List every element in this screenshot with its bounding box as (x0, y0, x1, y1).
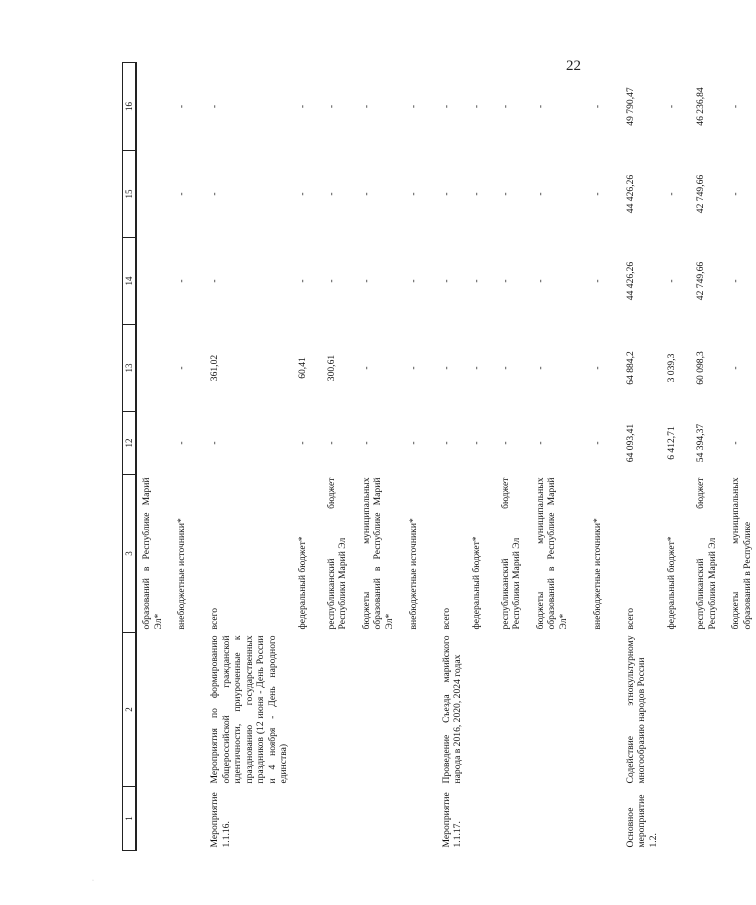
column-header: 2 (123, 633, 137, 787)
spacer-cell (427, 151, 437, 238)
spacer-cell (611, 787, 621, 851)
spacer-cell (427, 238, 437, 325)
value-cell: - (325, 192, 337, 196)
column-header: 1 (123, 787, 137, 851)
value-cell: - (360, 441, 372, 445)
value-cell (136, 412, 172, 475)
value-cell: - (176, 366, 187, 370)
value-cell: - (209, 279, 220, 283)
value-cell: - (591, 279, 603, 283)
table-row (437, 63, 467, 851)
value-cell: - (534, 279, 546, 283)
spacer-cell (195, 633, 205, 787)
measure-name-cell (467, 633, 496, 787)
measure-id-cell (136, 787, 172, 851)
page-number: 22 (566, 58, 581, 74)
table-header-row (123, 63, 137, 851)
funding-source-cell: бюджеты муниципальных образований в Республике (730, 477, 753, 630)
spacer-cell (195, 63, 205, 151)
measure-id-cell (496, 787, 531, 851)
value-cell: 49 790,47 (624, 87, 636, 126)
value-cell: - (470, 279, 482, 283)
value-cell: - (440, 104, 452, 109)
value-cell: - (360, 104, 372, 109)
measure-id-cell (588, 787, 611, 851)
measure-id-cell (293, 787, 322, 851)
value-cell (136, 325, 172, 412)
value-cell: - (407, 441, 419, 445)
row-spacer (195, 63, 205, 851)
table-row (726, 63, 756, 851)
measure-id-cell (467, 787, 496, 851)
value-cell: - (296, 104, 308, 109)
value-cell: - (360, 192, 372, 196)
value-cell: - (360, 366, 372, 370)
spacer-cell (427, 412, 437, 475)
measure-name-cell (357, 633, 404, 787)
value-cell: - (407, 104, 419, 109)
value-cell: - (534, 441, 546, 445)
funding-source-cell: внебюджетные источники* (176, 518, 187, 630)
value-cell: - (591, 366, 603, 370)
value-cell: 3 039,3 (666, 353, 677, 383)
funding-source-cell: внебюджетные источники* (591, 518, 603, 630)
value-cell: - (325, 104, 337, 109)
measure-name-cell (691, 633, 726, 787)
measure-name-cell: Мероприятия по формированию общероссийской гражданской идентичности, приуроченные к празднованию государственных праздников (12 июня - День России и 4 ноября - День народного единства) (209, 635, 289, 784)
table-row (467, 63, 496, 851)
value-cell: - (296, 441, 308, 445)
measure-id-cell (691, 787, 726, 851)
measure-id-cell: Мероприятие 1.1.17. (440, 792, 463, 848)
spacer-cell (427, 633, 437, 787)
funding-source-cell: республиканский бюджет Республики Марий Эл (325, 477, 348, 630)
value-cell: - (666, 192, 677, 196)
value-cell: 46 236,84 (695, 87, 706, 126)
value-cell (136, 238, 172, 325)
value-cell: - (591, 192, 603, 196)
table-row (662, 63, 691, 851)
table-row (531, 63, 588, 851)
value-cell: - (591, 441, 603, 445)
value-cell: - (176, 441, 187, 445)
value-cell: - (296, 279, 308, 283)
spacer-cell (427, 63, 437, 151)
measure-id-cell (404, 787, 427, 851)
table-row (691, 63, 726, 851)
table-body (136, 63, 756, 851)
value-cell: - (730, 192, 741, 196)
measure-name-cell (662, 633, 691, 787)
funding-source-cell: всего (440, 607, 452, 630)
measure-name-cell (293, 633, 322, 787)
value-cell: - (499, 279, 511, 283)
measure-name-cell (496, 633, 531, 787)
funding-source-cell: республиканский бюджет Республики Марий Эл (695, 477, 718, 630)
measure-id-cell: Основное мероприятие 1.2. (624, 794, 659, 848)
value-cell: - (470, 104, 482, 109)
measure-name-cell (588, 633, 611, 787)
column-header: 15 (123, 151, 137, 238)
spacer-cell (195, 412, 205, 475)
value-cell: 6 412,71 (666, 426, 677, 460)
value-cell: - (407, 279, 419, 283)
value-cell: - (176, 279, 187, 283)
value-cell: - (534, 104, 546, 109)
value-cell: - (407, 366, 419, 370)
value-cell: - (499, 366, 511, 370)
spacer-cell (611, 475, 621, 633)
value-cell: - (176, 192, 187, 196)
value-cell: - (499, 104, 511, 109)
column-header: 16 (123, 63, 137, 151)
table-row (357, 63, 404, 851)
value-cell: - (666, 104, 677, 109)
measure-name-cell: Содействие этнокультурному многообразию народов России (624, 635, 647, 784)
funding-source-cell: федеральный бюджет* (470, 536, 482, 630)
measure-id-cell (531, 787, 588, 851)
table-row (404, 63, 427, 851)
value-cell: 60 098,3 (695, 351, 706, 385)
value-cell: - (176, 104, 187, 109)
funding-source-cell: республиканский бюджет Республики Марий Эл (499, 477, 522, 630)
value-cell: - (360, 279, 372, 283)
value-cell: 300,61 (325, 354, 337, 382)
value-cell: - (470, 441, 482, 445)
table-row (322, 63, 357, 851)
spacer-cell (195, 151, 205, 238)
spacer-cell (611, 412, 621, 475)
table-row (496, 63, 531, 851)
measure-name-cell (136, 633, 172, 787)
rotated-table-container (122, 63, 753, 851)
value-cell (136, 151, 172, 238)
value-cell (136, 63, 172, 151)
funding-source-cell: бюджеты муниципальных образований в Республике Марий Эл* (534, 477, 569, 630)
value-cell: 64 093,41 (624, 423, 636, 463)
spacer-cell (611, 633, 621, 787)
measure-id-cell (172, 787, 195, 851)
column-header: 13 (123, 325, 137, 412)
spacer-cell (611, 151, 621, 238)
spacer-cell (427, 325, 437, 412)
column-header: 12 (123, 412, 137, 475)
measure-id-cell: Мероприятие 1.1.16. (209, 792, 232, 848)
table-row (621, 63, 663, 851)
spacer-cell (427, 787, 437, 851)
value-cell: - (534, 366, 546, 370)
column-header: 3 (123, 475, 137, 633)
table-row (293, 63, 322, 851)
scan-mark: · (92, 878, 94, 884)
value-cell: - (325, 279, 337, 283)
value-cell: - (296, 192, 308, 196)
value-cell: 60,41 (296, 357, 308, 379)
measure-name-cell: Проведение Съезда марийского народа в 2016, 2020, 2024 годах (440, 635, 463, 784)
funding-source-cell: внебюджетные источники* (407, 518, 419, 630)
value-cell: - (470, 192, 482, 196)
budget-table (122, 62, 756, 851)
row-spacer (611, 63, 621, 851)
value-cell: - (470, 366, 482, 370)
value-cell: - (325, 441, 337, 445)
spacer-cell (611, 325, 621, 412)
value-cell: - (209, 192, 220, 196)
value-cell: - (407, 192, 419, 196)
value-cell: - (534, 192, 546, 196)
value-cell: 54 394,37 (695, 423, 706, 463)
spacer-cell (195, 238, 205, 325)
value-cell: - (591, 104, 603, 109)
value-cell: - (440, 279, 452, 283)
measure-name-cell (172, 633, 195, 787)
table-row (172, 63, 195, 851)
value-cell: 361,02 (209, 354, 220, 382)
measure-id-cell (322, 787, 357, 851)
measure-id-cell (662, 787, 691, 851)
spacer-cell (611, 238, 621, 325)
spacer-cell (195, 475, 205, 633)
spacer-cell (611, 63, 621, 151)
value-cell: - (730, 441, 741, 445)
measure-name-cell (322, 633, 357, 787)
value-cell: - (209, 441, 220, 445)
table-row (136, 63, 172, 851)
value-cell: - (730, 366, 741, 370)
measure-id-cell (726, 787, 756, 851)
value-cell: - (730, 104, 741, 109)
value-cell: - (440, 192, 452, 196)
funding-source-cell: всего (209, 607, 220, 630)
funding-source-cell: федеральный бюджет* (296, 536, 308, 630)
value-cell: - (499, 441, 511, 445)
measure-id-cell (357, 787, 404, 851)
value-cell: - (730, 279, 741, 283)
column-header: 14 (123, 238, 137, 325)
value-cell: - (666, 279, 677, 283)
value-cell: - (209, 104, 220, 109)
funding-source-cell: федеральный бюджет* (666, 536, 677, 630)
value-cell: 64 884,2 (624, 351, 636, 385)
table-row (588, 63, 611, 851)
spacer-cell (427, 475, 437, 633)
value-cell: 44 426,26 (624, 261, 636, 301)
measure-name-cell (726, 633, 756, 787)
value-cell: 42 749,66 (695, 261, 706, 301)
value-cell: 42 749,66 (695, 174, 706, 214)
value-cell: 44 426,26 (624, 174, 636, 214)
measure-name-cell (531, 633, 588, 787)
value-cell: - (440, 441, 452, 445)
table-row (205, 63, 293, 851)
measure-name-cell (404, 633, 427, 787)
funding-source-cell: образований в Республике Марий Эл* (141, 477, 164, 630)
value-cell: - (499, 192, 511, 196)
spacer-cell (195, 325, 205, 412)
funding-source-cell: всего (624, 607, 636, 630)
row-spacer (427, 63, 437, 851)
value-cell: - (440, 366, 452, 370)
funding-source-cell: бюджеты муниципальных образований в Республике Марий Эл* (360, 477, 395, 630)
spacer-cell (195, 787, 205, 851)
